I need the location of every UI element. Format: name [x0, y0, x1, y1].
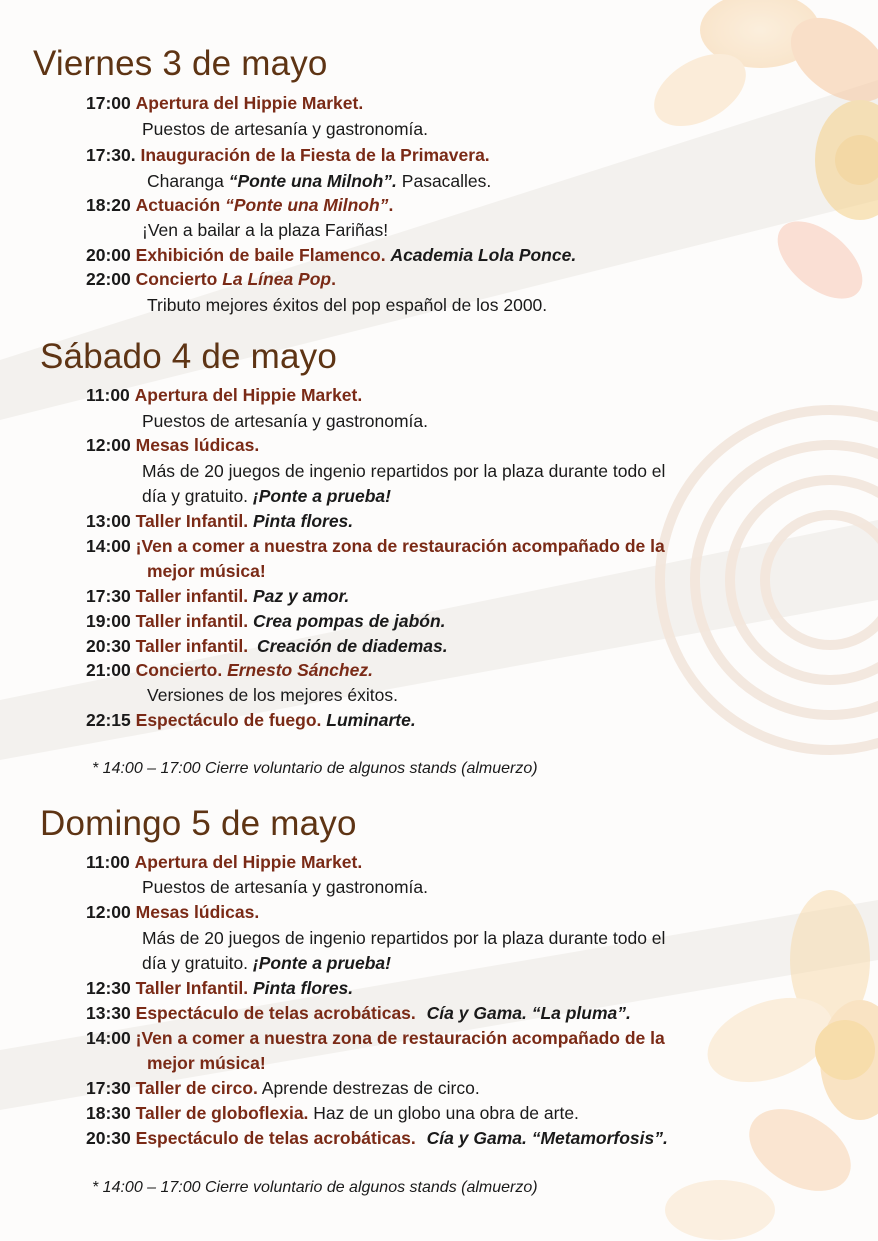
event-title: Espectáculo de fuego. [135, 710, 322, 730]
event-title: Concierto La Línea Pop. [135, 269, 336, 289]
event-time: 22:00 [86, 269, 131, 289]
event-description: Charanga “Ponte una Milnoh”. Pasacalles. [147, 171, 492, 191]
event-description: Puestos de artesanía y gastronomía. [142, 877, 428, 897]
event-performer: Paz y amor. [252, 586, 350, 606]
event-row [86, 383, 362, 407]
event-time: 20:30 [86, 636, 131, 656]
event-row [86, 143, 490, 167]
event-performer: Creación de diademas. [256, 636, 448, 656]
event-performer: Academia Lola Ponce. [390, 245, 577, 265]
event-description: ¡Ven a bailar a la plaza Fariñas! [142, 220, 389, 240]
day-heading-viernes: Viernes 3 de mayo [33, 44, 328, 83]
event-title: Espectáculo de telas acrobáticas. [135, 1003, 416, 1023]
event-title: Taller infantil. [135, 586, 249, 606]
day-heading-sabado: Sábado 4 de mayo [40, 337, 338, 376]
event-time: 11:00 [86, 385, 130, 405]
event-performer: Pinta flores. [252, 978, 354, 998]
event-row [86, 708, 416, 732]
footnote: * 14:00 – 17:00 Cierre voluntario de algunos stands (almuerzo) [92, 1179, 538, 1196]
event-row [86, 1076, 480, 1100]
event-row [86, 976, 353, 1000]
event-title: Concierto. [135, 660, 223, 680]
event-time: 13:30 [86, 1003, 131, 1023]
event-title-continued: mejor música! [147, 561, 266, 581]
event-title: Mesas lúdicas. [135, 902, 260, 922]
event-performer: Luminarte. [326, 710, 416, 730]
event-performer: Ernesto Sánchez. [227, 660, 373, 680]
event-row [86, 267, 336, 291]
event-row [86, 1101, 579, 1125]
event-row [86, 91, 363, 115]
event-title: Taller de circo. [135, 1078, 258, 1098]
event-row [86, 658, 373, 682]
event-time: 17:00 [86, 93, 131, 113]
event-description: Más de 20 juegos de ingenio repartidos por la plaza durante todo el [142, 928, 666, 948]
event-row [86, 1026, 665, 1050]
event-description-inline: Aprende destrezas de circo. [261, 1078, 480, 1098]
event-description: Tributo mejores éxitos del pop español de los 2000. [147, 295, 548, 315]
event-time: 21:00 [86, 660, 131, 680]
event-time: 20:00 [86, 245, 131, 265]
event-title: ¡Ven a comer a nuestra zona de restauración acompañado de la [135, 536, 665, 556]
event-title: Apertura del Hippie Market. [134, 385, 363, 405]
event-title: Taller de globoflexia. [135, 1103, 309, 1123]
event-title: Taller Infantil. [135, 511, 249, 531]
event-time: 18:30 [86, 1103, 131, 1123]
event-title: ¡Ven a comer a nuestra zona de restauración acompañado de la [135, 1028, 665, 1048]
event-time: 13:00 [86, 511, 131, 531]
event-description-inline: Haz de un globo una obra de arte. [313, 1103, 579, 1123]
event-performer: Cía y Gama. “Metamorfosis”. [426, 1128, 668, 1148]
event-title: Actuación “Ponte una Milnoh”. [135, 195, 394, 215]
event-title-continued: mejor música! [147, 1053, 266, 1073]
event-time: 17:30. [86, 145, 136, 165]
event-time: 18:20 [86, 195, 131, 215]
event-title: Espectáculo de telas acrobáticas. [135, 1128, 416, 1148]
event-description: día y gratuito. ¡Ponte a prueba! [142, 486, 391, 506]
event-title: Inauguración de la Fiesta de la Primavera. [140, 145, 490, 165]
event-title: Taller infantil. [135, 636, 249, 656]
event-time: 17:30 [86, 1078, 131, 1098]
event-description: Puestos de artesanía y gastronomía. [142, 411, 428, 431]
event-row [86, 634, 448, 658]
event-time: 12:00 [86, 902, 131, 922]
event-row [86, 1126, 668, 1150]
event-row [86, 900, 259, 924]
day-heading-domingo: Domingo 5 de mayo [40, 804, 357, 843]
event-title: Taller infantil. [135, 611, 249, 631]
event-row [86, 584, 349, 608]
event-time: 11:00 [86, 852, 130, 872]
event-row [86, 850, 362, 874]
event-performer: Pinta flores. [252, 511, 354, 531]
event-performer: Crea pompas de jabón. [252, 611, 446, 631]
event-row [86, 433, 259, 457]
event-row [86, 1001, 631, 1025]
event-time: 19:00 [86, 611, 131, 631]
event-title: Taller Infantil. [135, 978, 249, 998]
event-title: Apertura del Hippie Market. [134, 852, 363, 872]
event-row [86, 609, 446, 633]
event-description: día y gratuito. ¡Ponte a prueba! [142, 953, 391, 973]
event-time: 22:15 [86, 710, 131, 730]
event-row [86, 509, 353, 533]
event-row [86, 534, 665, 558]
event-title: Mesas lúdicas. [135, 435, 260, 455]
event-description: Versiones de los mejores éxitos. [147, 685, 398, 705]
event-performer: Cía y Gama. “La pluma”. [426, 1003, 631, 1023]
event-description: Puestos de artesanía y gastronomía. [142, 119, 428, 139]
event-row [86, 243, 576, 267]
event-time: 12:00 [86, 435, 131, 455]
event-time: 14:00 [86, 536, 131, 556]
event-time: 17:30 [86, 586, 131, 606]
event-title: Apertura del Hippie Market. [135, 93, 364, 113]
event-row [86, 193, 393, 217]
event-description: Más de 20 juegos de ingenio repartidos por la plaza durante todo el [142, 461, 666, 481]
event-time: 14:00 [86, 1028, 131, 1048]
event-title: Exhibición de baile Flamenco. [135, 245, 386, 265]
event-time: 20:30 [86, 1128, 131, 1148]
footnote: * 14:00 – 17:00 Cierre voluntario de algunos stands (almuerzo) [92, 760, 538, 777]
event-time: 12:30 [86, 978, 131, 998]
